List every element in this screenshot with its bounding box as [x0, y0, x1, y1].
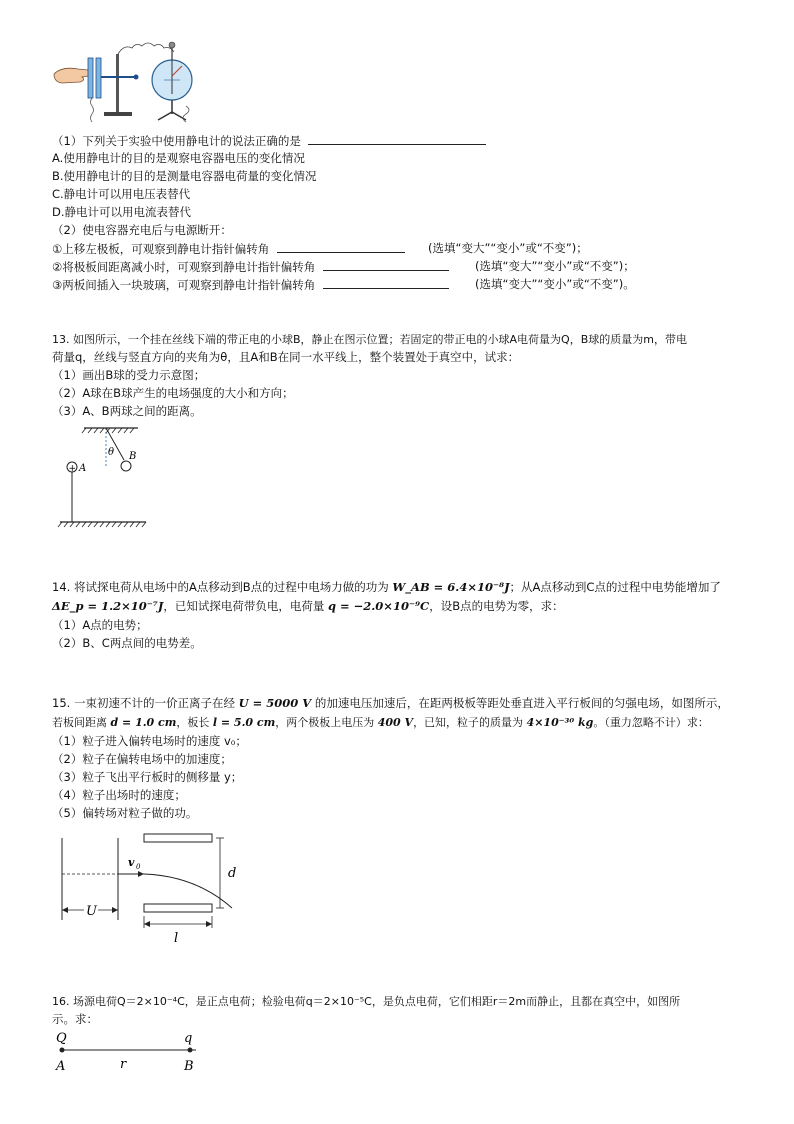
q13-stem-line1: 13. 如图所示，一个挂在丝线下端的带正电的小球B，静止在图示位置；若固定的带正电的小球A电荷量为Q，B球的质量为m，带电 — [52, 333, 687, 346]
r-label: r — [120, 1057, 127, 1072]
q15-sub5: （5）偏转场对粒子做的功。 — [52, 806, 198, 820]
q13-pendulum-figure — [56, 424, 156, 534]
point-b-label: B — [184, 1059, 194, 1074]
q15-sub1: （1）粒子进入偏转电场时的速度 v₀； — [52, 734, 247, 748]
q12-answer-blank-1[interactable] — [308, 133, 486, 145]
point-a-label: A — [56, 1059, 66, 1074]
q12-answer-blank-3[interactable] — [323, 259, 449, 271]
d-label: d — [228, 866, 237, 881]
q13-sub3: （3）A、B两球之间的距离。 — [52, 404, 202, 418]
q-label: q — [184, 1031, 193, 1046]
q12-item-2-hint: (选填“变大”“变小”或“不变”)； — [475, 259, 635, 273]
q15-stem-line1: 15. 一束初速不计的一价正离子在经 U = 5000 V 的加速电压加速后，在距两极板等距处垂直进入平行板间的匀强电场，如图所示， — [52, 696, 729, 710]
q14-stem-line1: 14. 将试探电荷从电场中的A点移动到B点的过程中电场力做的功为 W_AB = 6.4×10⁻⁸J；从A点移动到C点的过程中电势能增加了 — [52, 580, 721, 594]
v0-subscript: 0 — [136, 863, 141, 871]
Q-label: Q — [56, 1031, 67, 1046]
q15-sub2: （2）粒子在偏转电场中的加速度； — [52, 752, 232, 766]
q12-item-2: ②将极板间距离减小时，可观察到静电计指针偏转角 — [52, 259, 449, 275]
q15-sub4: （4）粒子出场时的速度； — [52, 788, 186, 802]
v0-label: v — [128, 856, 135, 869]
q14-sub1: （1）A点的电势； — [52, 618, 148, 632]
q16-stem-line1: 16. 场源电荷Q＝2×10⁻⁴C，是正点电荷；检验电荷q＝2×10⁻⁵C，是负点电荷，它们相距r＝2m而静止，且都在真空中，如图所 — [52, 995, 681, 1008]
q15-sub3: （3）粒子飞出平行板时的侧移量 y； — [52, 770, 243, 784]
l-label: l — [174, 931, 179, 946]
ball-a-label: A — [79, 463, 87, 474]
q12-sub2: （2）使电容器充电后与电源断开： — [52, 223, 232, 237]
q12-sub1: （1）下列关于实验中使用静电计的说法正确的是 — [52, 133, 486, 149]
q16-stem-line2: 示。求： — [52, 1012, 98, 1026]
q12-item-3: ③两板间插入一块玻璃，可观察到静电计指针偏转角 — [52, 277, 449, 293]
q12-answer-blank-2[interactable] — [277, 241, 405, 253]
electrometer-apparatus-figure — [52, 36, 212, 128]
q12-option-a: A.使用静电计的目的是观察电容器电压的变化情况 — [52, 151, 305, 165]
q12-item-1: ①上移左极板，可观察到静电计指针偏转角 — [52, 241, 405, 257]
plus-sign: + — [68, 464, 77, 474]
q12-answer-blank-4[interactable] — [323, 277, 449, 289]
q15-deflection-figure — [56, 828, 256, 948]
q12-item-1-hint: (选填“变大”“变小”或“不变”)； — [428, 241, 588, 255]
q13-sub2: （2）A球在B球产生的电场强度的大小和方向； — [52, 386, 294, 400]
q15-stem-line2: 若板间距离 d = 1.0 cm，板长 l = 5.0 cm，两个极板上电压为 400 V，已知，粒子的质量为 4×10⁻³⁰ kg。（重力忽略不计）求： — [52, 716, 709, 729]
q13-stem-line2: 荷量q，丝线与竖直方向的夹角为θ，且A和B在同一水平线上，整个装置处于真空中，试求： — [52, 350, 520, 364]
U-label: U — [86, 904, 97, 919]
q13-sub1: （1）画出B球的受力示意图； — [52, 368, 206, 382]
q14-stem-line2: ΔE_p = 1.2×10⁻⁷J，已知试探电荷带负电，电荷量 q = −2.0×10⁻⁹C，设B点的电势为零，求： — [52, 599, 564, 613]
q12-option-b: B.使用静电计的目的是测量电容器电荷量的变化情况 — [52, 169, 317, 183]
q16-charges-figure — [54, 1028, 214, 1074]
theta-label: θ — [108, 447, 115, 458]
ball-b-label: B — [129, 451, 137, 462]
q14-sub2: （2）B、C两点间的电势差。 — [52, 636, 202, 650]
q12-item-3-hint: (选填“变大”“变小”或“不变”)。 — [475, 277, 635, 291]
q12-option-c: C.静电计可以用电压表替代 — [52, 187, 191, 201]
q12-option-d: D.静电计可以用电流表替代 — [52, 205, 192, 219]
